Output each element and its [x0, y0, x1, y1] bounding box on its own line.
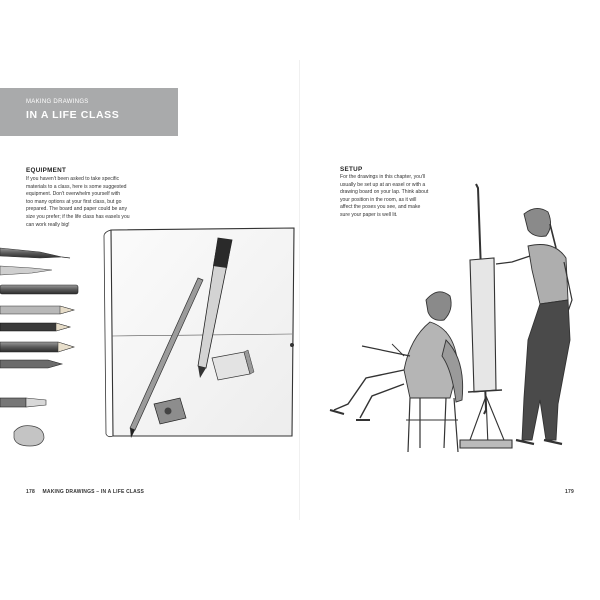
seated-artist-illustration — [330, 292, 463, 452]
graphite-pencil-drawing — [0, 323, 70, 331]
setup-line: drawing board on your lap. Think about — [340, 189, 429, 196]
equipment-line: equipment. Don't overwhelm yourself with — [26, 191, 121, 198]
setup-line: For the drawings in this chapter, you'll — [340, 174, 426, 180]
page-number-right: 179 — [565, 489, 574, 495]
equipment-line: can work really big! — [26, 221, 70, 228]
equipment-line: prepared. The board and paper could be any — [26, 206, 128, 213]
banner-kicker: MAKING DRAWINGS — [26, 99, 89, 105]
equipment-line: If you haven't been asked to take specific — [26, 176, 120, 182]
banner-title: IN A LIFE CLASS — [26, 109, 120, 121]
setup-line: usually be set up at an easel or with a — [340, 181, 426, 188]
dip-pen-drawing — [0, 248, 70, 258]
pencil-drawing — [0, 342, 74, 352]
setup-line: sure your paper is well lit. — [340, 211, 398, 218]
elastic-band-clasp — [290, 343, 294, 347]
setup-line: your position in the room, as it will — [340, 196, 417, 203]
pencil-drawing — [0, 360, 62, 368]
knife-drawing — [0, 398, 46, 407]
charcoal-stick-drawing — [0, 285, 78, 294]
eraser-drawing — [14, 426, 44, 446]
charcoal-pencil-drawing — [0, 306, 74, 314]
standing-artist-illustration — [496, 208, 572, 444]
running-footer: MAKING DRAWINGS – IN A LIFE CLASS — [42, 489, 145, 495]
easel-illustration — [460, 184, 512, 448]
page-number-left: 178 — [26, 489, 35, 495]
equipment-line: size you prefer; if the life class has easels you — [26, 213, 130, 220]
equipment-heading: EQUIPMENT — [26, 167, 67, 174]
brush-drawing — [0, 266, 52, 275]
setup-heading: SETUP — [340, 166, 363, 173]
setup-line: affect the poses you see, and make — [340, 204, 421, 211]
equipment-line: materials to a class, here is some suggested — [26, 183, 127, 190]
sketchbook-illustration — [104, 228, 294, 437]
equipment-line: too many options at your first class, but go — [26, 198, 122, 205]
